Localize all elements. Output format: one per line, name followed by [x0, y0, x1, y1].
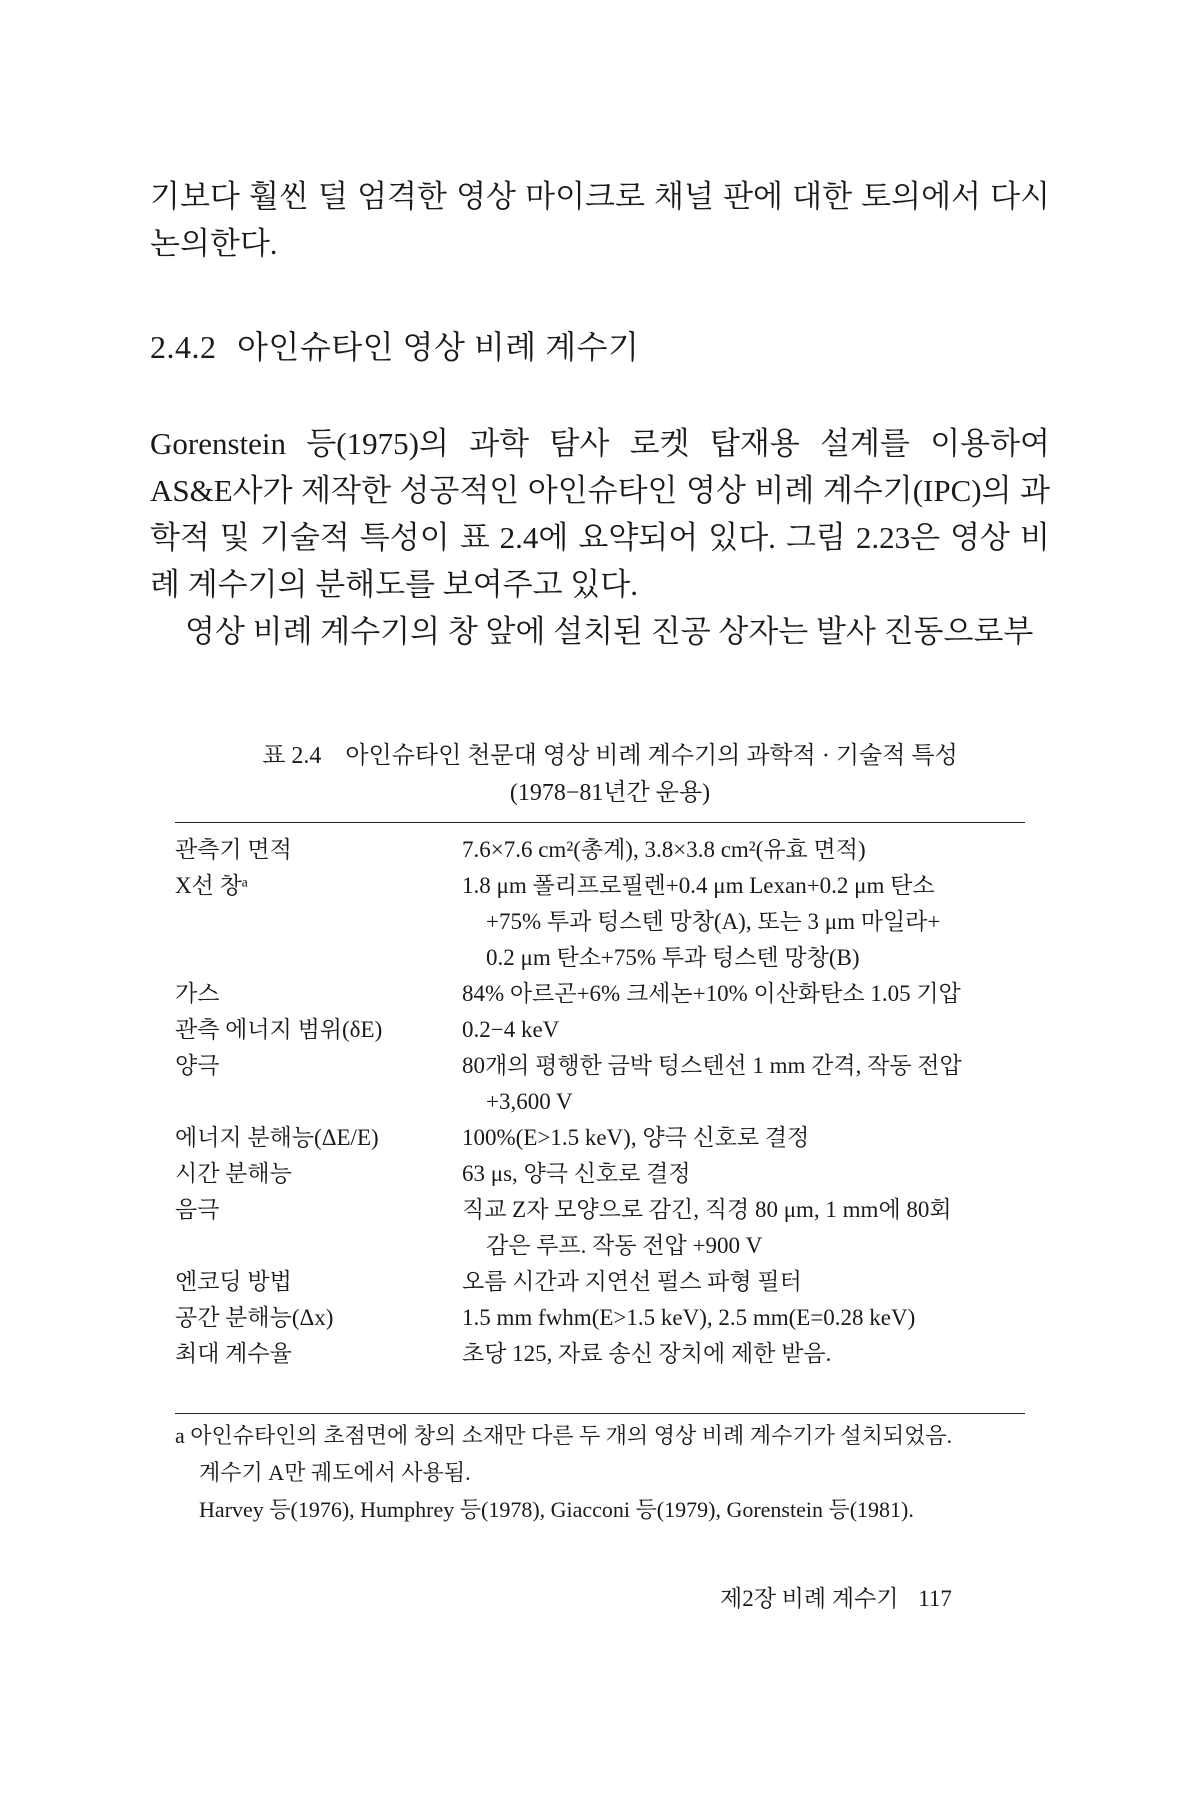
intro-line-2: 논의한다.: [150, 226, 278, 261]
row-value: [462, 1012, 1025, 1048]
running-footer-chapter: 제2장 비례 계수기: [720, 1586, 899, 1611]
table-bottom-rule: [175, 1413, 1025, 1414]
row-value-line: 0.2−4 keV: [462, 1017, 560, 1042]
table-title: 아인슈타인 천문대 영상 비례 계수기의 과학적 · 기술적 특성: [345, 743, 958, 769]
table-row: [175, 1156, 1025, 1192]
row-value-line: 100%(E>1.5 keV), 양극 신호로 결정: [462, 1125, 810, 1150]
table-top-rule: [175, 822, 1025, 823]
row-value: [462, 1156, 1025, 1192]
row-value-line: 7.6×7.6 cm²(총계), 3.8×3.8 cm²(유효 면적): [462, 837, 866, 862]
table-row: [175, 1120, 1025, 1156]
table-row: [175, 1048, 1025, 1120]
row-label: 음극: [175, 1197, 220, 1222]
row-value: [462, 1300, 1025, 1336]
row-label: 양극: [175, 1053, 220, 1078]
row-label: 공간 분해능(Δx): [175, 1305, 334, 1330]
table-row: [175, 868, 1025, 976]
row-label: 가스: [175, 981, 220, 1006]
row-value-line: 84% 아르곤+6% 크세논+10% 이산화탄소 1.05 기압: [462, 981, 961, 1006]
table-row: [175, 1336, 1025, 1372]
row-value: [462, 868, 1025, 976]
spec-table: [175, 832, 1025, 1372]
intro-paragraph: [150, 173, 1050, 267]
table-notes: [175, 1417, 1035, 1528]
spec-table-body: [175, 832, 1025, 1372]
table-row: [175, 1300, 1025, 1336]
row-value: [462, 1264, 1025, 1300]
row-value-line: 초당 125, 자료 송신 장치에 제한 받음.: [462, 1341, 832, 1366]
body-text: [150, 420, 1050, 655]
row-label: X선 창ᵃ: [175, 873, 249, 898]
row-value-line: 감은 루프. 작동 전압 +900 V: [486, 1233, 763, 1258]
section-number: 2.4.2: [150, 329, 217, 365]
page-footer: [720, 1580, 952, 1613]
table-row: [175, 832, 1025, 868]
row-value-line: +3,600 V: [486, 1089, 573, 1114]
row-value: [462, 1120, 1025, 1156]
row-value: [462, 1336, 1025, 1372]
row-label: 관측 에너지 범위(δE): [175, 1017, 383, 1042]
row-label: 에너지 분해능(ΔE/E): [175, 1125, 379, 1150]
table-row: [175, 976, 1025, 1012]
table-row: [175, 1264, 1025, 1300]
row-label: 최대 계수율: [175, 1341, 292, 1366]
row-label: 관측기 면적: [175, 837, 292, 862]
table-references: Harvey 등(1976), Humphrey 등(1978), Giacconi 등(1979), Gorenstein 등(1981).: [199, 1497, 914, 1522]
row-value-line: 63 μs, 양극 신호로 결정: [462, 1161, 691, 1186]
row-value-line: 0.2 μm 탄소+75% 투과 텅스텐 망창(B): [486, 945, 860, 970]
row-value-line: 80개의 평행한 금박 텅스텐선 1 mm 간격, 작동 전압: [462, 1053, 962, 1078]
footnote-a: a 아인슈타인의 초점면에 창의 소재만 다른 두 개의 영상 비례 계수기가 설치되었음.: [175, 1423, 953, 1448]
row-label: 시간 분해능: [175, 1161, 292, 1186]
body-paragraph-1: Gorenstein 등(1975)의 과학 탐사 로켓 탑재용 설계를 이용하여 AS&E사가 제작한 성공적인 아인슈타인 영상 비례 계수기(IPC)의 과학적 및 기술적 특성이 표 2.4에 요약되어 있다. 그림 2.23은 영상 비례 계수기의 분해도를 보여주고 있다.: [150, 426, 1050, 602]
row-value-line: 1.5 mm fwhm(E>1.5 keV), 2.5 mm(E=0.28 keV): [462, 1305, 916, 1330]
table-caption: [150, 738, 1070, 812]
row-value-line: 직교 Z자 모양으로 감긴, 직경 80 μm, 1 mm에 80회: [462, 1197, 952, 1222]
section-title: 아인슈타인 영상 비례 계수기: [237, 329, 640, 365]
row-value-line: +75% 투과 텅스텐 망창(A), 또는 3 μm 마일라+: [486, 909, 941, 934]
table-row: [175, 1192, 1025, 1264]
row-value: [462, 832, 1025, 868]
section-heading: [150, 322, 639, 368]
row-value: [462, 1192, 1025, 1264]
table-subtitle: (1978−81년간 운용): [509, 780, 711, 806]
footnote-a-continued: 계수기 A만 궤도에서 사용됨.: [199, 1460, 471, 1485]
row-value: [462, 976, 1025, 1012]
intro-line-1: 기보다 훨씬 덜 엄격한 영상 마이크로 채널 판에 대한 토의에서 다시: [150, 179, 1050, 214]
row-value: [462, 1048, 1025, 1120]
page-number: 117: [918, 1586, 952, 1611]
row-value-line: 오름 시간과 지연선 펄스 파형 필터: [462, 1269, 802, 1294]
row-label: 엔코딩 방법: [175, 1269, 292, 1294]
table-row: [175, 1012, 1025, 1048]
row-value-line: 1.8 μm 폴리프로필렌+0.4 μm Lexan+0.2 μm 탄소: [462, 873, 935, 898]
table-label: 표 2.4: [262, 743, 322, 769]
body-paragraph-2: 영상 비례 계수기의 창 앞에 설치된 진공 상자는 발사 진동으로부: [185, 614, 1034, 649]
